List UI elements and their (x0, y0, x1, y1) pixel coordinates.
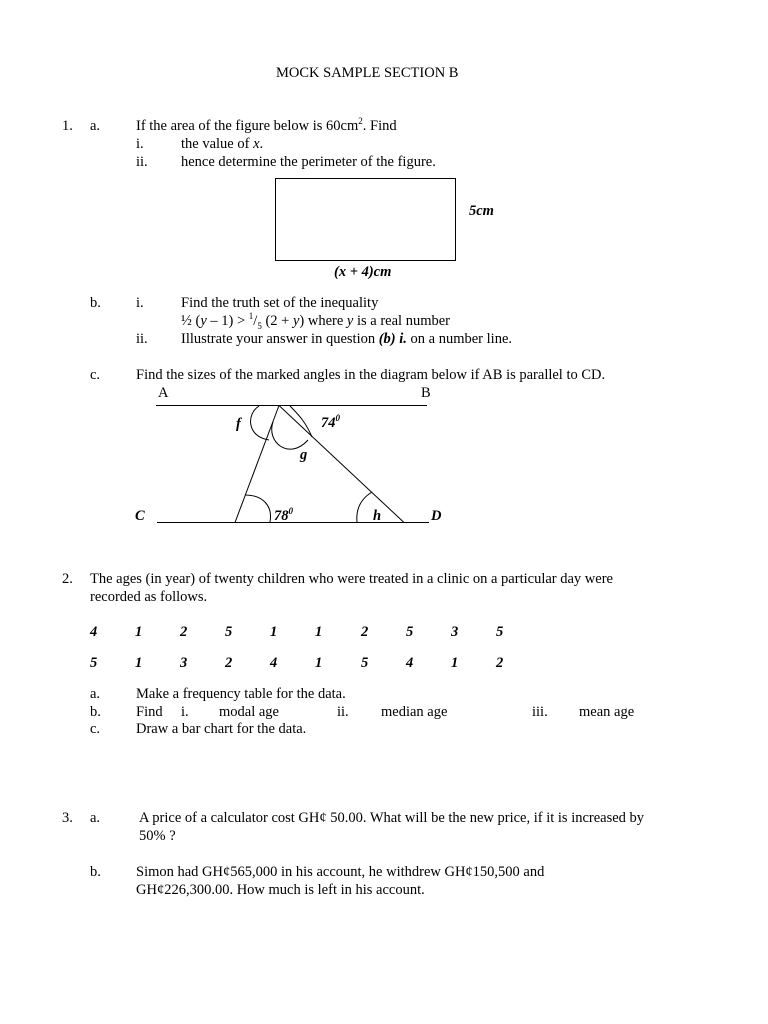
q2a-label: a. (90, 686, 101, 702)
point-b-label: B (421, 385, 431, 401)
ineq-var-2: y (292, 313, 300, 329)
age-value: 1 (315, 655, 323, 671)
q1b-label: b. (90, 295, 101, 311)
q3a-line-2: 50% ? (139, 828, 176, 844)
age-value: 2 (225, 655, 233, 671)
question-2-number: 2. (62, 571, 73, 587)
q2b-i-label: i. (181, 704, 189, 720)
age-value: 5 (225, 624, 233, 640)
age-value: 2 (180, 624, 188, 640)
q1b-ii-label: ii. (136, 331, 148, 347)
point-a-label: A (158, 385, 169, 401)
q2b-iii-label: iii. (532, 704, 548, 720)
age-value: 1 (135, 655, 143, 671)
q2c-label: c. (90, 721, 101, 737)
age-value: 5 (361, 655, 369, 671)
q2c-text: Draw a bar chart for the data. (136, 721, 307, 737)
age-value: 1 (315, 624, 323, 640)
age-value: 4 (90, 624, 98, 640)
q1a-label: a. (90, 118, 101, 134)
angle-78-value: 78 (274, 508, 289, 524)
q1a-stem-post: . Find (362, 118, 397, 134)
q2a-text: Make a frequency table for the data. (136, 686, 346, 702)
age-value: 1 (135, 624, 143, 640)
q1c-label: c. (90, 367, 101, 383)
point-d-label: D (431, 508, 442, 524)
ineq-slash: / (253, 313, 258, 329)
ages-row-1 (0, 623, 768, 641)
ineq-denominator: 5 (257, 320, 262, 331)
angle-78-label (274, 506, 294, 524)
q2b-i-text: modal age (219, 704, 279, 720)
angle-74-degree: 0 (335, 413, 340, 423)
q3b-line-1: Simon had GH¢565,000 in his account, he withdrew GH¢150,500 and (136, 864, 545, 880)
age-value: 5 (406, 624, 414, 640)
ineq-numerator: 1 (248, 311, 254, 322)
age-value: 2 (496, 655, 504, 671)
q1a-i-pre: the value of (181, 136, 254, 152)
arc-78 (245, 495, 270, 522)
rect-width-label: (x + 4)cm (334, 264, 392, 280)
ineq-part-3: (2 + (261, 313, 293, 329)
ineq-part-1: ½ ( (181, 313, 201, 329)
age-value: 3 (451, 624, 459, 640)
page-title: MOCK SAMPLE SECTION B (276, 65, 459, 81)
rect-height-label: 5cm (469, 203, 494, 219)
arc-h (357, 492, 372, 522)
q1a-ii-text: hence determine the perimeter of the figure. (181, 154, 436, 170)
q1b-i-text: Find the truth set of the inequality (181, 295, 379, 311)
ineq-part-2: – 1) > (206, 313, 249, 329)
question-1-number: 1. (62, 118, 73, 134)
q1b-ii-pre: Illustrate your answer in question (181, 331, 379, 347)
arc-g (272, 422, 308, 449)
q2-text-line-1: The ages (in year) of twenty children who were treated in a clinic on a particular day were (90, 571, 613, 587)
q2b-ii-text: median age (381, 704, 448, 720)
q2-text-line-2: recorded as follows. (90, 589, 208, 605)
q3a-label: a. (90, 810, 101, 826)
age-value: 5 (496, 624, 504, 640)
q3b-line-2: GH¢226,300.00. How much is left in his account. (136, 882, 425, 898)
ineq-var-1: y (200, 313, 207, 329)
age-value: 1 (451, 655, 459, 671)
q2b-ii-label: ii. (337, 704, 349, 720)
q1b-ii-ref: (b) i. (378, 331, 407, 347)
point-c-label: C (135, 508, 145, 524)
ineq-var-3: y (346, 313, 354, 329)
q1a-ii-label: ii. (136, 154, 148, 170)
q1a-i-post: . (259, 136, 264, 152)
arc-f (251, 406, 269, 440)
angle-f-label: f (236, 416, 241, 432)
ineq-part-5: is a real number (353, 313, 450, 329)
angle-74-value: 74 (321, 415, 336, 431)
q3a-line-1: A price of a calculator cost GH¢ 50.00. What will be the new price, if it is increased by (139, 810, 645, 826)
age-value: 5 (90, 655, 98, 671)
age-value: 3 (180, 655, 188, 671)
q2b-iii-text: mean age (579, 704, 635, 720)
age-value: 4 (406, 655, 414, 671)
q1a-i-label: i. (136, 136, 144, 152)
age-value: 1 (270, 624, 278, 640)
arc-74 (290, 406, 312, 437)
angle-74-label (321, 413, 341, 431)
q1a-stem-sup: 2 (358, 116, 363, 127)
age-value: 2 (361, 624, 369, 640)
q2b-label: b. (90, 704, 101, 720)
q1b-ii-post: on a number line. (406, 331, 513, 347)
ages-row-2 (0, 654, 768, 672)
q1b-i-label: i. (136, 295, 144, 311)
age-value: 4 (270, 655, 278, 671)
ineq-part-4: ) where (299, 313, 347, 329)
question-3-number: 3. (62, 810, 73, 826)
q1a-i-var: x (253, 136, 260, 152)
q1c-text: Find the sizes of the marked angles in the diagram below if AB is parallel to CD. (136, 367, 606, 383)
q2b-find: Find (136, 704, 163, 720)
transversal-right (279, 406, 404, 523)
q3b-label: b. (90, 864, 101, 880)
angle-78-degree: 0 (288, 506, 293, 516)
q1a-stem-text: If the area of the figure below is 60cm (136, 118, 359, 134)
angle-h-label: h (373, 508, 382, 524)
angle-g-label: g (300, 447, 308, 463)
